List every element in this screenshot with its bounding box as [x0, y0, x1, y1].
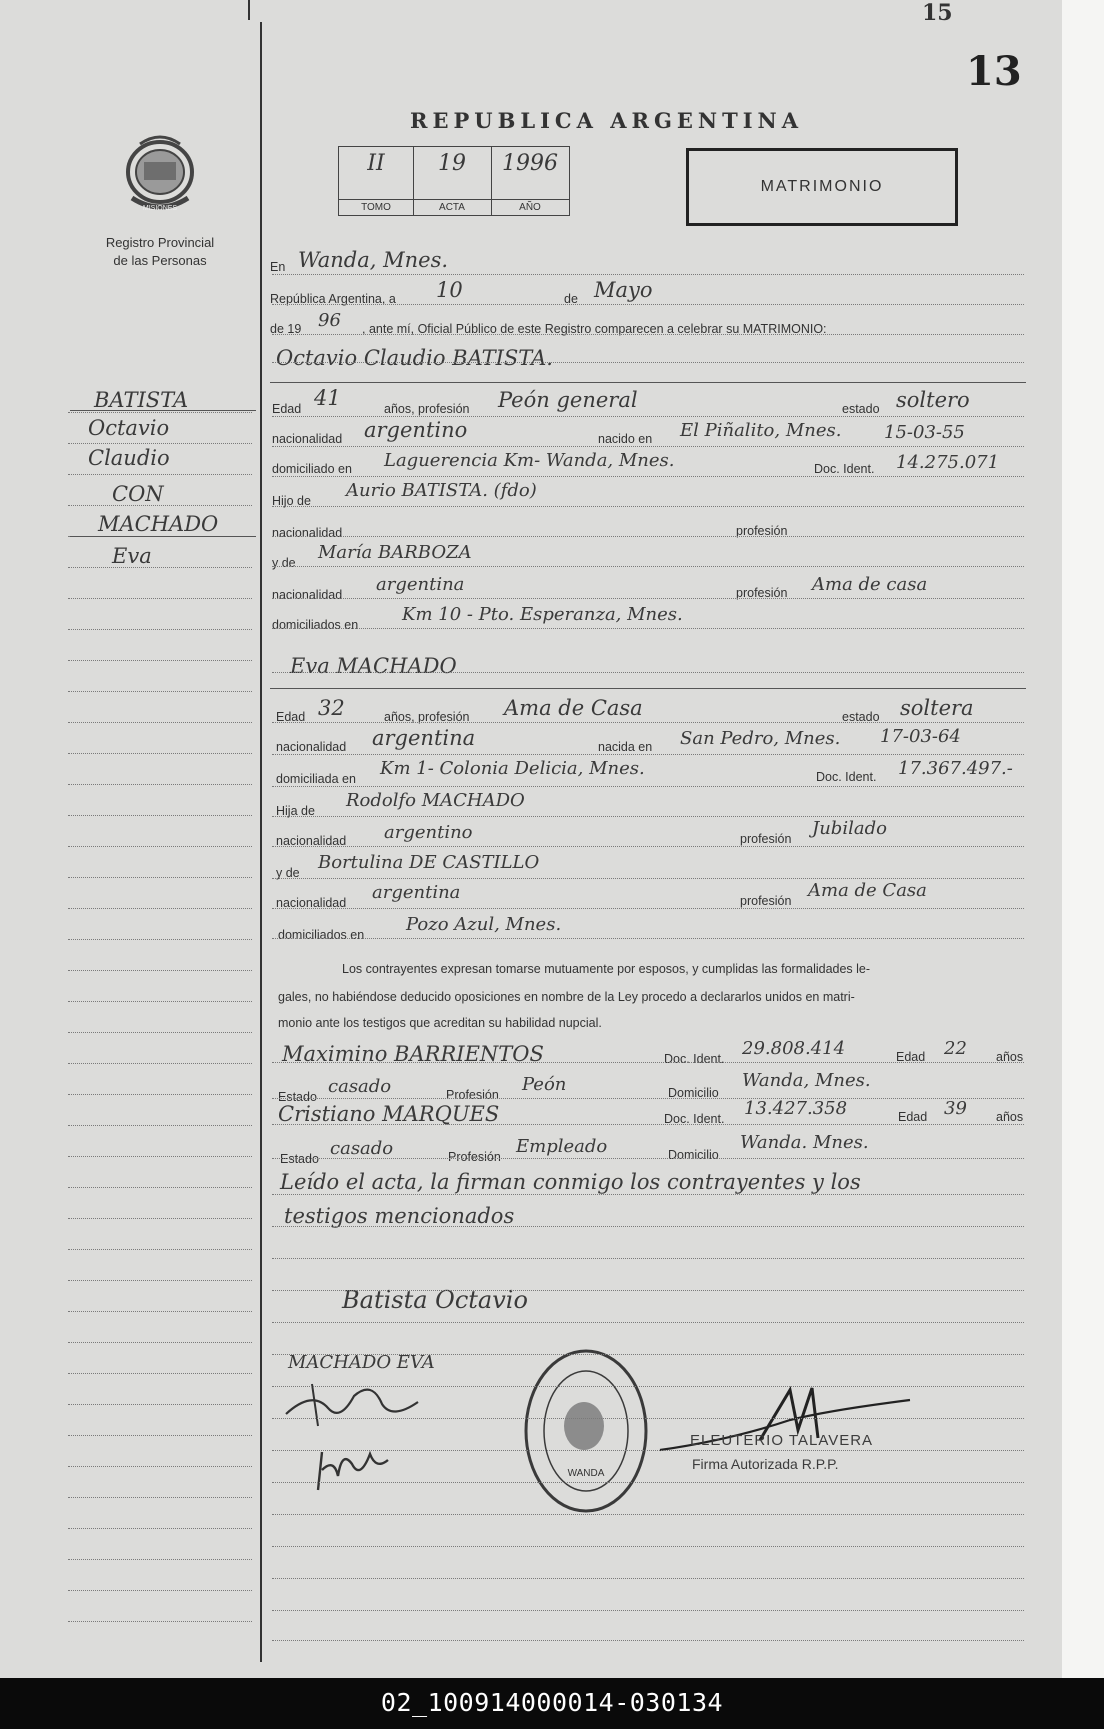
bride-signature-label: MACHADO EVA — [288, 1352, 435, 1373]
groom-nacido-label: nacido en — [598, 432, 653, 446]
witness2-prof-label: Profesión — [448, 1150, 501, 1164]
official-name: ELEUTERIO TALAVERA — [690, 1432, 874, 1449]
groom-mother-profession: Ama de casa — [812, 574, 928, 595]
witness1-estado-label: Estado — [278, 1090, 317, 1104]
margin-bride-surname: MACHADO — [98, 512, 219, 536]
margin-dotted-rule — [68, 1063, 252, 1064]
margin-dotted-rule — [68, 939, 252, 940]
acta-cell — [413, 147, 492, 215]
bride-anos-label: años, profesión — [384, 710, 470, 724]
margin-dotted-rule — [68, 1373, 252, 1374]
margin-dotted-rule — [68, 753, 252, 754]
witness2-profession: Empleado — [516, 1136, 608, 1157]
bride-domicile: Km 1- Colonia Delicia, Mnes. — [380, 758, 645, 779]
witness1-doc: 29.808.414 — [742, 1038, 846, 1059]
declaration-line-2: gales, no habiéndose deducido oposiciones en nombre de la Ley procedo a declararlos unidos en matri- — [278, 990, 855, 1004]
dotted-rule — [272, 506, 1024, 507]
day-value: 10 — [436, 278, 463, 302]
margin-dotted-rule — [68, 1528, 252, 1529]
witness1-domicile: Wanda, Mnes. — [742, 1070, 871, 1091]
act-type-box — [686, 148, 958, 226]
ano-value: 1996 — [502, 151, 558, 176]
groom-hijo-label: Hijo de — [272, 494, 311, 508]
month-value: Mayo — [594, 278, 653, 302]
groom-domicile: Laguerencia Km- Wanda, Mnes. — [384, 450, 675, 471]
stamp-text: WANDA — [567, 1468, 605, 1479]
margin-dotted-rule — [68, 1466, 252, 1467]
dotted-rule — [272, 1354, 1024, 1355]
margin-dotted-rule — [68, 722, 252, 723]
witness2-estado-label: Estado — [280, 1152, 319, 1166]
margin-dotted-rule — [68, 1590, 252, 1591]
witness2-estado: casado — [330, 1138, 394, 1159]
bride-parents-dom-label: domiciliados en — [278, 928, 365, 942]
dotted-rule — [272, 446, 1024, 447]
groom-section-rule — [270, 382, 1026, 383]
dotted-rule — [272, 1062, 1024, 1063]
acta-label: ACTA — [413, 199, 491, 215]
groom-doc: 14.275.071 — [896, 452, 1000, 473]
margin-dotted-rule — [68, 877, 252, 878]
en-label: En — [270, 260, 286, 274]
margin-dotted-rule — [68, 1032, 252, 1033]
ano-label: AÑO — [491, 199, 569, 215]
bride-parents-domicile: Pozo Azul, Mnes. — [406, 914, 562, 935]
margin-dotted-rule — [68, 660, 252, 661]
dotted-rule — [272, 304, 1024, 305]
groom-yde-label: y de — [272, 556, 296, 570]
margin-dotted-rule — [68, 908, 252, 909]
top-right-mark: 15 — [922, 0, 953, 26]
dotted-rule — [272, 938, 1024, 939]
registry-line-1: Registro Provincial — [105, 235, 215, 250]
tomo-label: TOMO — [339, 199, 413, 215]
groom-father-nac-label: nacionalidad — [272, 526, 343, 540]
acta-value: 19 — [438, 151, 466, 176]
witness2-dom-label: Domicilio — [668, 1148, 719, 1162]
seal-logo-text: MISIONES — [142, 205, 178, 212]
page-number: 13 — [966, 48, 1022, 95]
republic-label: República Argentina, a — [270, 292, 396, 306]
witness2-age: 39 — [944, 1098, 967, 1119]
margin-dotted-rule — [68, 474, 252, 475]
margin-groom-first-name: Octavio — [88, 416, 170, 440]
year-suffix: 96 — [318, 310, 341, 331]
groom-mother-prof-label: profesión — [736, 586, 788, 600]
footer-code: 02_100914000014-030134 — [380, 1688, 724, 1717]
margin-bride-name: Eva — [112, 544, 152, 568]
groom-signature: Batista Octavio — [342, 1286, 528, 1314]
bride-mother-nac-label: nacionalidad — [276, 896, 347, 910]
margin-dotted-rule — [68, 1497, 252, 1498]
bride-mother-profession: Ama de Casa — [808, 880, 927, 901]
witness2-anos-label: años — [996, 1110, 1024, 1124]
dotted-rule — [272, 1640, 1024, 1641]
bride-profession: Ama de Casa — [504, 696, 643, 720]
provincial-seal-logo — [118, 132, 202, 216]
ante-text: , ante mí, Oficial Público de este Registro comparecen a celebrar su MATRIMONIO: — [362, 322, 827, 336]
dotted-rule — [272, 786, 1024, 787]
margin-dotted-rule — [68, 691, 252, 692]
witness1-age: 22 — [944, 1038, 967, 1059]
dotted-rule — [272, 1158, 1024, 1159]
bride-doc-label: Doc. Ident. — [816, 770, 877, 784]
margin-dotted-rule — [68, 1187, 252, 1188]
groom-doc-label: Doc. Ident. — [814, 462, 875, 476]
margin-dotted-rule — [68, 1094, 252, 1095]
margin-dotted-rule — [68, 815, 252, 816]
dotted-rule — [272, 1386, 1024, 1387]
bride-father-nac-label: nacionalidad — [276, 834, 347, 848]
margin-rule — [260, 22, 262, 1662]
bride-nacida-label: nacida en — [598, 740, 653, 754]
bride-father-nationality: argentino — [384, 822, 473, 843]
margin-dotted-rule — [68, 1125, 252, 1126]
dotted-rule — [272, 536, 1024, 537]
margin-groom-second-name: Claudio — [88, 446, 170, 470]
bride-estado-label: estado — [842, 710, 880, 724]
official-role: Firma Autorizada R.P.P. — [692, 1456, 839, 1472]
year-prefix: de 19 — [270, 322, 302, 336]
bride-birthdate: 17-03-64 — [880, 726, 961, 747]
dotted-rule — [272, 416, 1024, 417]
bride-doc: 17.367.497.- — [898, 758, 1013, 779]
dotted-rule — [272, 722, 1024, 723]
dotted-rule — [272, 1482, 1024, 1483]
margin-dotted-rule — [68, 629, 252, 630]
dotted-rule — [272, 1450, 1024, 1451]
witness1-anos-label: años — [996, 1050, 1024, 1064]
dotted-rule — [272, 1322, 1024, 1323]
dotted-rule — [272, 1098, 1024, 1099]
groom-birthdate: 15-03-55 — [884, 422, 965, 443]
groom-mother-nationality: argentina — [376, 574, 465, 595]
tomo-cell — [339, 147, 414, 215]
margin-dotted-rule — [68, 598, 252, 599]
margin-dotted-rule — [68, 1404, 252, 1405]
dotted-rule — [272, 274, 1024, 275]
dotted-rule — [272, 878, 1024, 879]
margin-dotted-rule — [68, 1559, 252, 1560]
margin-dotted-rule — [68, 1435, 252, 1436]
bride-mother-nationality: argentina — [372, 882, 461, 903]
margin-dotted-rule — [68, 784, 252, 785]
bride-yde-label: y de — [276, 866, 300, 880]
witness1-name: Maximino BARRIENTOS — [282, 1042, 544, 1066]
dotted-rule — [272, 908, 1024, 909]
margin-dotted-rule — [68, 1218, 252, 1219]
witness1-edad-label: Edad — [896, 1050, 926, 1064]
margin-con: CON — [112, 482, 164, 506]
dotted-rule — [272, 1124, 1024, 1125]
dotted-rule — [272, 628, 1024, 629]
margin-header-rule — [70, 410, 256, 411]
closing-line-2: testigos mencionados — [284, 1204, 515, 1228]
groom-age: 41 — [314, 386, 341, 410]
margin-dotted-rule — [68, 1342, 252, 1343]
bride-nationality: argentina — [372, 726, 476, 750]
registry-line-2: de las Personas — [113, 253, 207, 268]
margin-dotted-rule — [68, 1621, 252, 1622]
witness2-doc-label: Doc. Ident. — [664, 1112, 725, 1126]
dotted-rule — [272, 598, 1024, 599]
dotted-rule — [272, 1194, 1024, 1195]
groom-profession: Peón general — [498, 388, 638, 412]
act-type-label: MATRIMONIO — [760, 178, 884, 195]
margin-dotted-rule — [68, 443, 252, 444]
tomo-value: II — [367, 151, 385, 176]
witness-signature-scrawl — [312, 1440, 392, 1500]
ano-cell — [491, 147, 569, 215]
groom-father-prof-label: profesión — [736, 524, 788, 538]
dotted-rule — [272, 362, 1024, 363]
groom-mother-nac-label: nacionalidad — [272, 588, 343, 602]
dotted-rule — [272, 1226, 1024, 1227]
bride-mother: Bortulina DE CASTILLO — [318, 852, 540, 873]
groom-birthplace: El Piñalito, Mnes. — [680, 420, 842, 441]
dotted-rule — [272, 816, 1024, 817]
witness2-doc: 13.427.358 — [744, 1098, 848, 1119]
dotted-rule — [272, 1258, 1024, 1259]
dotted-rule — [272, 566, 1024, 567]
groom-estado-label: estado — [842, 402, 880, 416]
registry-stamp — [522, 1346, 650, 1516]
dotted-rule — [272, 476, 1024, 477]
witness2-name: Cristiano MARQUES — [278, 1102, 500, 1126]
scan-edge-strip — [1062, 0, 1104, 1678]
dotted-rule — [272, 1290, 1024, 1291]
registry-name — [70, 234, 250, 270]
groom-mother: María BARBOZA — [318, 542, 472, 563]
margin-dotted-rule — [68, 1280, 252, 1281]
margin-dotted-rule — [68, 567, 252, 568]
groom-father: Aurio BATISTA. (fdo) — [346, 480, 537, 501]
bride-estado: soltera — [900, 696, 974, 720]
dotted-rule — [272, 672, 1024, 673]
dotted-rule — [272, 1514, 1024, 1515]
bride-edad-label: Edad — [276, 710, 306, 724]
margin-dotted-rule — [68, 505, 252, 506]
place-value: Wanda, Mnes. — [298, 248, 449, 272]
groom-parents-domicile: Km 10 - Pto. Esperanza, Mnes. — [402, 604, 683, 625]
top-rule — [248, 0, 250, 20]
margin-groom-surname: BATISTA — [94, 388, 189, 412]
bride-hija-label: Hija de — [276, 804, 315, 818]
groom-edad-label: Edad — [272, 402, 302, 416]
margin-dotted-rule — [68, 1249, 252, 1250]
witness1-dom-label: Domicilio — [668, 1086, 719, 1100]
tomo-acta-ano-box — [338, 146, 570, 216]
margin-mid-rule — [70, 536, 256, 537]
closing-line-1: Leído el acta, la firman conmigo los contrayentes y los — [280, 1170, 861, 1194]
bride-signature-scrawl — [282, 1374, 422, 1434]
dotted-rule — [272, 754, 1024, 755]
bride-nac-label: nacionalidad — [276, 740, 347, 754]
declaration-line-3: monio ante los testigos que acreditan su habilidad nupcial. — [278, 1016, 602, 1030]
bride-age: 32 — [318, 696, 345, 720]
bride-father-profession: Jubilado — [812, 818, 887, 839]
margin-dotted-rule — [68, 846, 252, 847]
bride-mother-prof-label: profesión — [740, 894, 792, 908]
margin-dotted-rule — [68, 1001, 252, 1002]
groom-name: Octavio Claudio BATISTA. — [276, 346, 553, 370]
margin-dotted-rule — [68, 1156, 252, 1157]
witness1-estado: casado — [328, 1076, 392, 1097]
witness1-profession: Peón — [522, 1074, 567, 1095]
margin-dotted-rule — [68, 970, 252, 971]
groom-nationality: argentino — [364, 418, 468, 442]
de-label: de — [564, 292, 578, 306]
declaration-line-1: Los contrayentes expresan tomarse mutuamente por esposos, y cumplidas las formalidades le- — [342, 962, 871, 976]
bride-name: Eva MACHADO — [290, 654, 457, 678]
dotted-rule — [272, 1578, 1024, 1579]
witness1-prof-label: Profesión — [446, 1088, 499, 1102]
bride-dom-label: domiciliada en — [276, 772, 356, 786]
groom-estado: soltero — [896, 388, 970, 412]
bride-birthplace: San Pedro, Mnes. — [680, 728, 841, 749]
groom-nac-label: nacionalidad — [272, 432, 343, 446]
witness1-doc-label: Doc. Ident. — [664, 1052, 725, 1066]
dotted-rule — [272, 1546, 1024, 1547]
margin-dotted-rule — [68, 1311, 252, 1312]
groom-dom-label: domiciliado en — [272, 462, 352, 476]
witness2-domicile: Wanda. Mnes. — [740, 1132, 869, 1153]
bride-father: Rodolfo MACHADO — [346, 790, 525, 811]
witness2-edad-label: Edad — [898, 1110, 928, 1124]
dotted-rule — [272, 1418, 1024, 1419]
bride-section-rule — [270, 688, 1026, 689]
dotted-rule — [272, 1610, 1024, 1611]
bride-father-prof-label: profesión — [740, 832, 792, 846]
dotted-rule — [272, 334, 1024, 335]
margin-dotted-rule — [68, 412, 252, 413]
document-title: REPUBLICA ARGENTINA — [410, 108, 804, 133]
groom-anos-label: años, profesión — [384, 402, 470, 416]
dotted-rule — [272, 846, 1024, 847]
groom-parents-dom-label: domiciliados en — [272, 618, 359, 632]
